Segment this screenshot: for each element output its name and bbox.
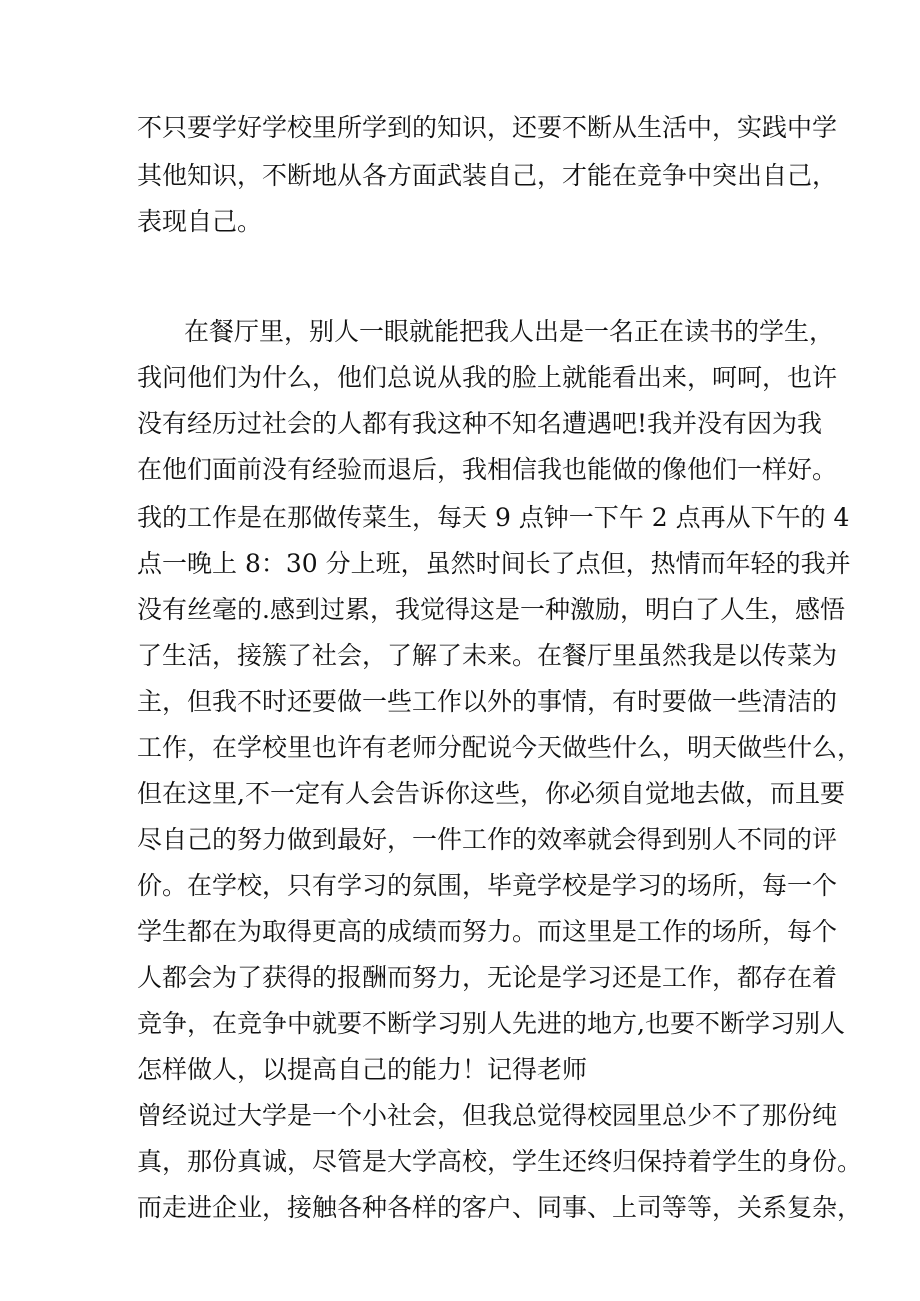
text-line: 怎样做人，以提高自己的能力！记得老师 — [137, 1055, 588, 1084]
text-line: 了生活，接簇了社会，了解了未来。在餐厅里虽然我是以传菜为 — [137, 641, 838, 670]
text-line: 曾经说过大学是一个小社会，但我总觉得校园里总少不了那份纯 — [137, 1101, 838, 1130]
text-line: 工作，在学校里也许有老师分配说今天做些什么，明天做些什么， — [137, 733, 863, 762]
text-line: 学生都在为取得更高的成绩而努力。而这里是工作的场所，每个 — [137, 917, 838, 946]
text-line: 人都会为了获得的报酬而努力，无论是学习还是工作，都存在着 — [137, 963, 838, 992]
text-line: 点一晚上 8：30 分上班，虽然时间长了点但，热情而年轻的我并 — [137, 549, 851, 578]
text-line: 其他知识，不断地从各方面武装自己，才能在竞争中突出自己， — [137, 161, 838, 190]
text-line: 但在这里,不一定有人会告诉你这些，你必须自觉地去做，而且要 — [137, 779, 845, 808]
text-line: 竞争，在竞争中就要不断学习别人先进的地方,也要不断学习别人 — [137, 1009, 845, 1038]
text-line: 不只要学好学校里所学到的知识，还要不断从生活中，实践中学 — [137, 113, 838, 142]
text-line: 表现自己。 — [137, 207, 263, 236]
text-line: 主，但我不时还要做一些工作以外的事情，有时要做一些清洁的 — [137, 687, 838, 716]
text-line: 价。在学校，只有学习的氛围，毕竟学校是学习的场所，每一个 — [137, 871, 838, 900]
text-line: 尽自己的努力做到最好，一件工作的效率就会得到别人不同的评 — [137, 825, 838, 854]
text-line: 而走进企业，接触各种各样的客户、同事、上司等等，关系复杂， — [137, 1193, 863, 1222]
text-line: 没有经历过社会的人都有我这种不知名遭遇吧!我并没有因为我 — [137, 409, 823, 438]
text-line: 没有丝毫的.感到过累，我觉得这是一种激励，明白了人生，感悟 — [137, 595, 845, 624]
text-line: 真，那份真诚，尽管是大学高校，学生还终归保持着学生的身份。 — [137, 1147, 863, 1176]
text-line: 在他们面前没有经验而退后，我相信我也能做的像他们一样好。 — [137, 455, 838, 484]
text-line: 在餐厅里，别人一眼就能把我人出是一名正在读书的学生， — [184, 317, 835, 346]
text-line: 我的工作是在那做传菜生，每天 9 点钟一下午 2 点再从下午的 4 — [137, 503, 850, 532]
text-line: 我问他们为什么，他们总说从我的脸上就能看出来，呵呵，也许 — [137, 363, 838, 392]
